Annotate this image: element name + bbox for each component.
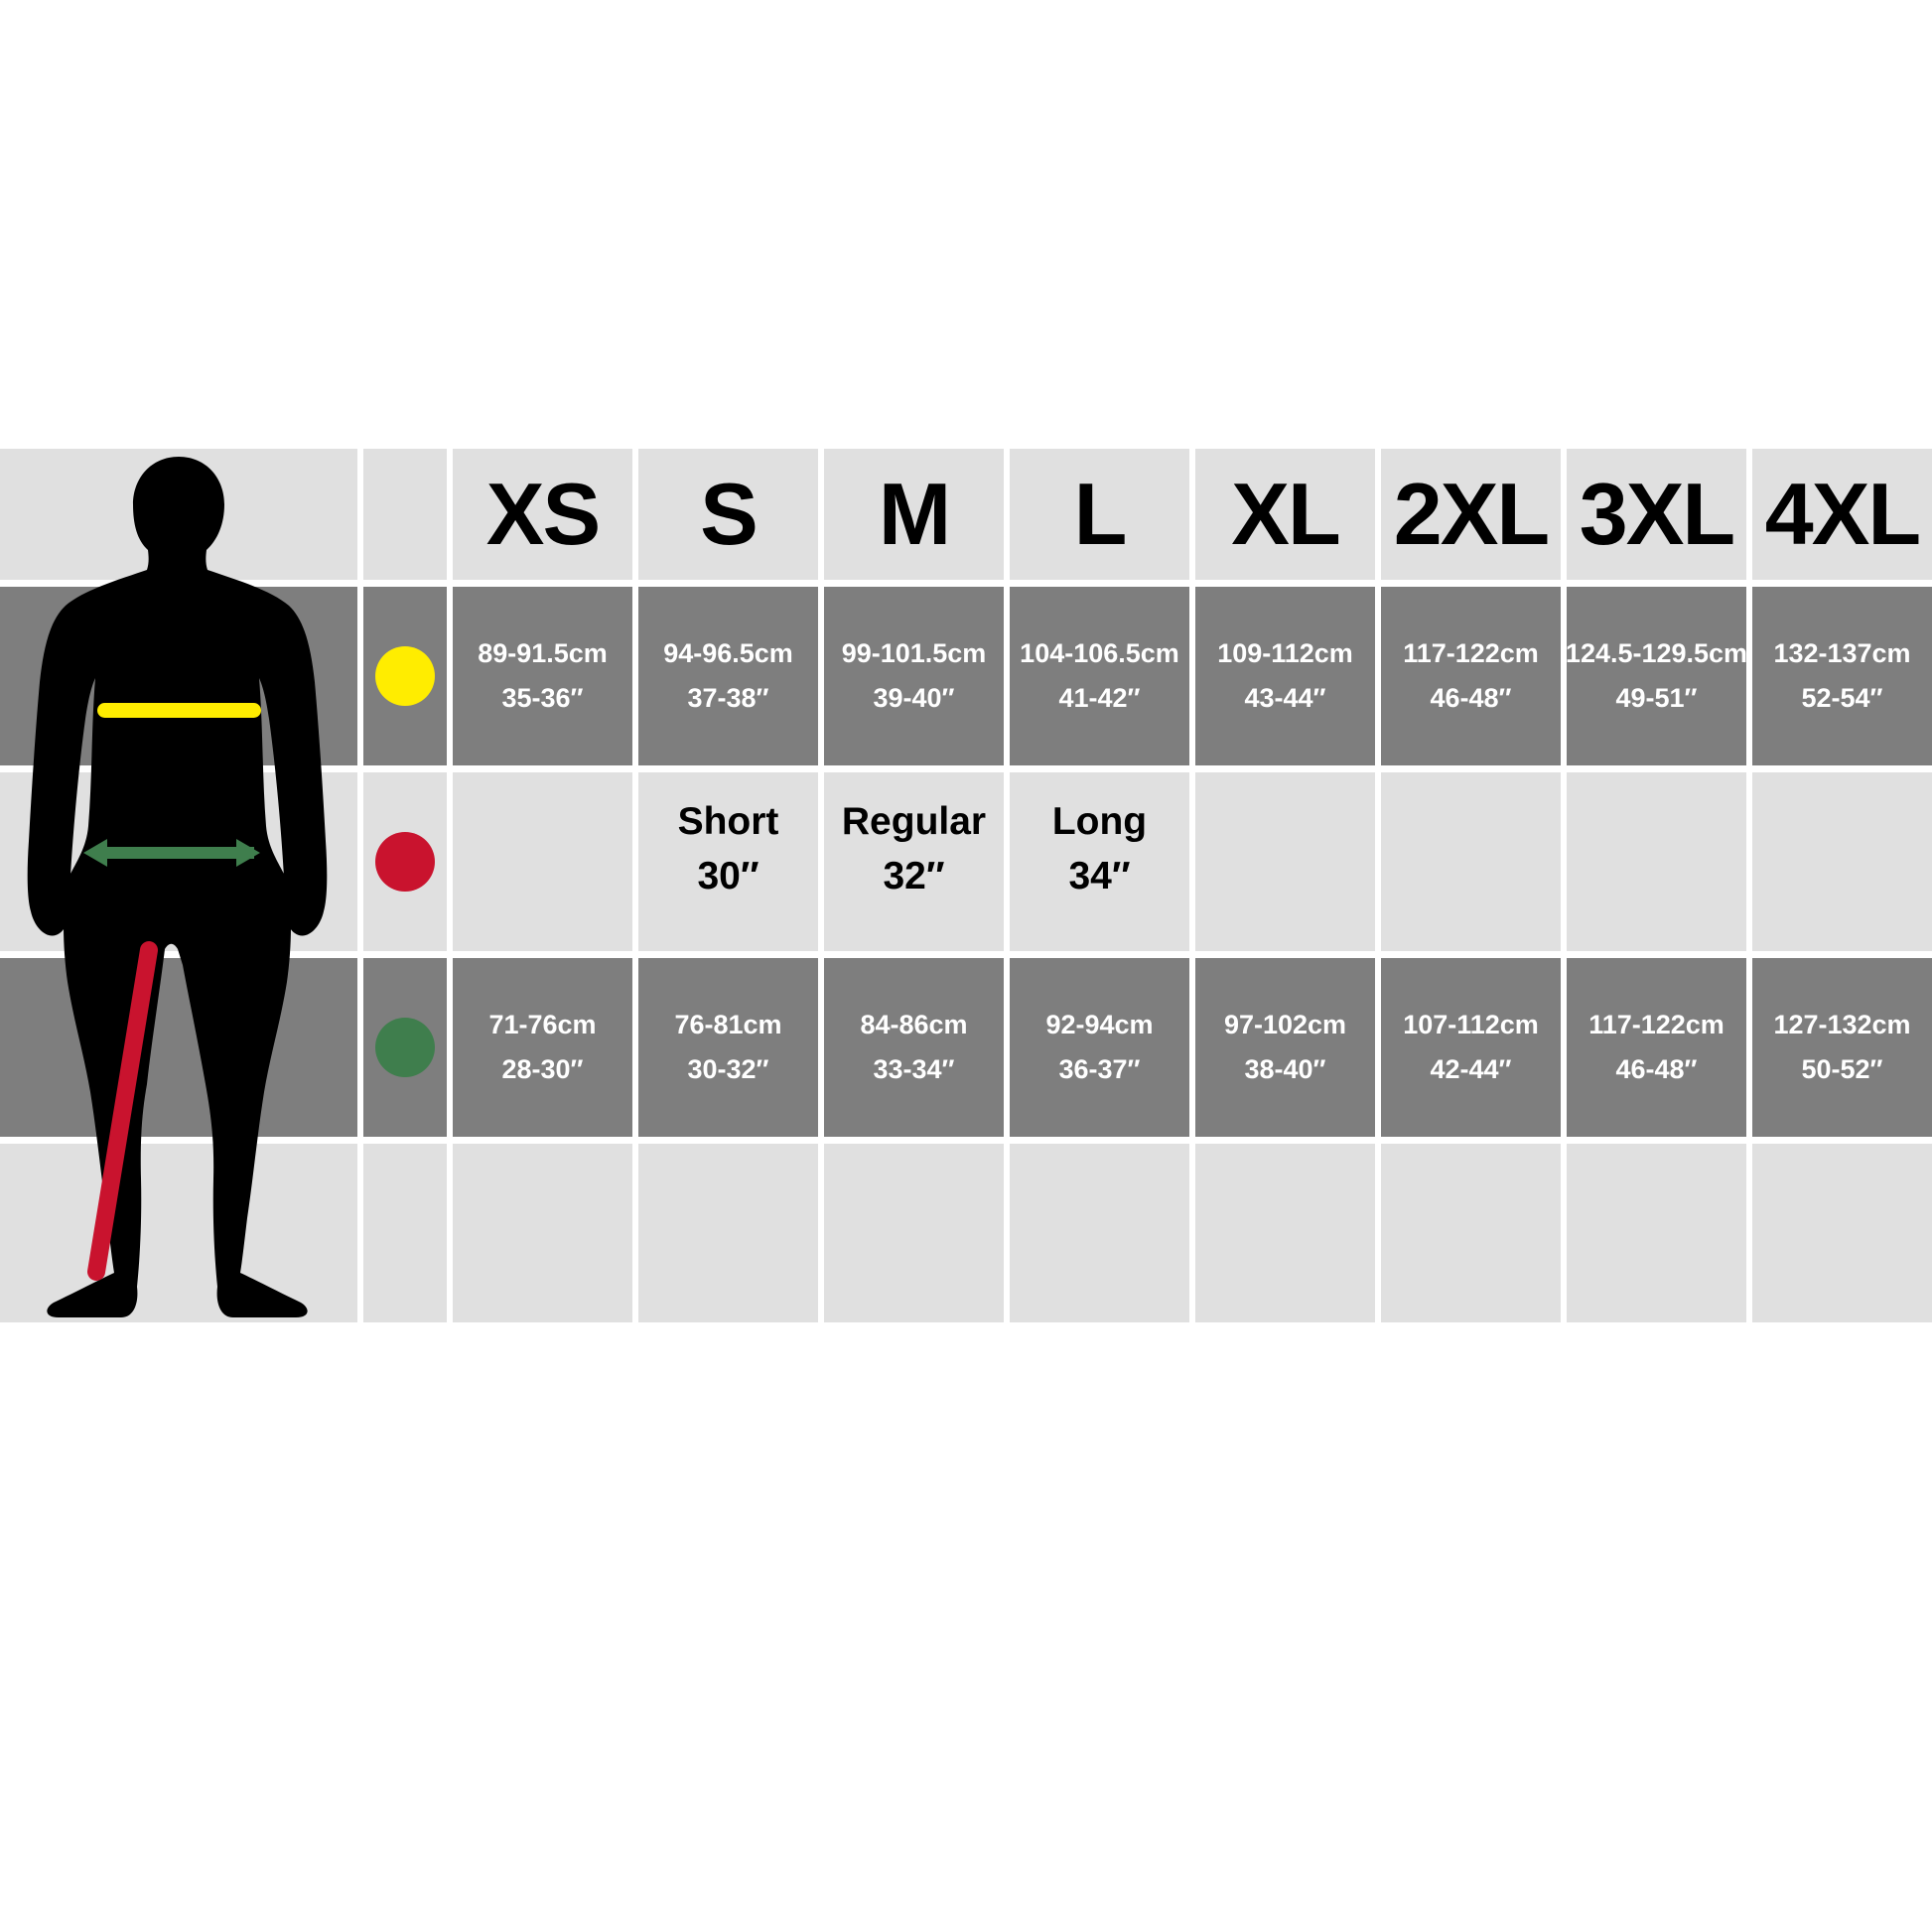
cell-waist-2xl <box>1381 958 1561 1137</box>
header-cell-xl: XL <box>1195 449 1375 580</box>
legend-cell-blank <box>363 1144 447 1322</box>
cell-waist-m <box>824 958 1004 1137</box>
cell-line: 71-76cm <box>488 1010 597 1039</box>
cell-inside-leg-xs <box>453 772 632 951</box>
cell-line: 117-122cm <box>1403 638 1539 668</box>
cell-line: 52-54″ <box>1801 683 1883 713</box>
cell-chest-2xl <box>1381 587 1561 765</box>
cell-line: 109-112cm <box>1217 638 1353 668</box>
cell-chest-s <box>638 587 818 765</box>
cell-inside-leg-4xl <box>1752 772 1932 951</box>
cell-chest-m <box>824 587 1004 765</box>
cell-inside-leg-3xl <box>1567 772 1746 951</box>
cell-chest-l <box>1010 587 1189 765</box>
cell-blank-l <box>1010 1144 1189 1322</box>
cell-chest-3xl <box>1567 587 1746 765</box>
cell-blank-xs <box>453 1144 632 1322</box>
cell-line: 35-36″ <box>501 683 584 713</box>
cell-line: 36-37″ <box>1058 1054 1141 1084</box>
cell-inside-leg-xl <box>1195 772 1375 951</box>
cell-blank-4xl <box>1752 1144 1932 1322</box>
cell-line: 42-44″ <box>1430 1054 1512 1084</box>
cell-line: 104-106.5cm <box>1020 638 1179 668</box>
cell-line: 37-38″ <box>687 683 769 713</box>
header-cell-l: L <box>1010 449 1189 580</box>
cell-line: 92-94cm <box>1045 1010 1154 1039</box>
cell-line: 49-51″ <box>1615 683 1698 713</box>
cell-line: 30-32″ <box>687 1054 769 1084</box>
cell-line: 46-48″ <box>1615 1054 1698 1084</box>
cell-blank-m <box>824 1144 1004 1322</box>
waist-marker-dot <box>375 1018 435 1077</box>
cell-line: 41-42″ <box>1058 683 1141 713</box>
header-cell-m: M <box>824 449 1004 580</box>
cell-line: 89-91.5cm <box>478 638 608 668</box>
cell-line: 32″ <box>883 855 945 897</box>
cell-blank-2xl <box>1381 1144 1561 1322</box>
cell-line: Regular <box>841 800 987 843</box>
cell-chest-xl <box>1195 587 1375 765</box>
legend-cell-waist <box>363 958 447 1137</box>
cell-chest-xs <box>453 587 632 765</box>
cell-line: 84-86cm <box>860 1010 968 1039</box>
header-cell-3xl: 3XL <box>1567 449 1746 580</box>
male-silhouette-figure <box>0 449 357 1322</box>
cell-waist-xs <box>453 958 632 1137</box>
cell-line: 94-96.5cm <box>663 638 793 668</box>
header-cell-s: S <box>638 449 818 580</box>
cell-line: 39-40″ <box>873 683 955 713</box>
legend-cell-chest <box>363 587 447 765</box>
cell-blank-3xl <box>1567 1144 1746 1322</box>
cell-line: 76-81cm <box>674 1010 782 1039</box>
cell-waist-xl <box>1195 958 1375 1137</box>
cell-inside-leg-l <box>1010 772 1189 951</box>
cell-line: 46-48″ <box>1430 683 1512 713</box>
chest-measure-line <box>97 703 261 718</box>
cell-line: 43-44″ <box>1244 683 1326 713</box>
cell-line: 97-102cm <box>1223 1010 1347 1039</box>
cell-line: 28-30″ <box>501 1054 584 1084</box>
cell-line: 117-122cm <box>1588 1010 1725 1039</box>
cell-chest-4xl <box>1752 587 1932 765</box>
cell-line: 124.5-129.5cm <box>1565 638 1748 668</box>
cell-waist-s <box>638 958 818 1137</box>
cell-line: 99-101.5cm <box>841 638 987 668</box>
male-silhouette-body <box>28 457 328 1317</box>
inside-leg-marker-dot <box>375 832 435 892</box>
cell-waist-l <box>1010 958 1189 1137</box>
cell-line: 38-40″ <box>1244 1054 1326 1084</box>
cell-inside-leg-s <box>638 772 818 951</box>
cell-line: 132-137cm <box>1773 638 1911 668</box>
cell-line: 127-132cm <box>1773 1010 1911 1039</box>
header-cell-xs: XS <box>453 449 632 580</box>
cell-line: 33-34″ <box>873 1054 955 1084</box>
legend-header-cell <box>363 449 447 580</box>
cell-line: 34″ <box>1068 855 1131 897</box>
chest-marker-dot <box>375 646 435 706</box>
cell-line: 30″ <box>697 855 759 897</box>
legend-cell-inside-leg <box>363 772 447 951</box>
header-cell-2xl: 2XL <box>1381 449 1561 580</box>
cell-inside-leg-2xl <box>1381 772 1561 951</box>
cell-line: 107-112cm <box>1403 1010 1539 1039</box>
cell-waist-4xl <box>1752 958 1932 1137</box>
cell-line: 50-52″ <box>1801 1054 1883 1084</box>
cell-blank-s <box>638 1144 818 1322</box>
cell-line: Long <box>1051 800 1148 843</box>
cell-inside-leg-m <box>824 772 1004 951</box>
cell-blank-xl <box>1195 1144 1375 1322</box>
cell-waist-3xl <box>1567 958 1746 1137</box>
header-cell-4xl: 4XL <box>1752 449 1932 580</box>
cell-line: Short <box>677 800 779 843</box>
